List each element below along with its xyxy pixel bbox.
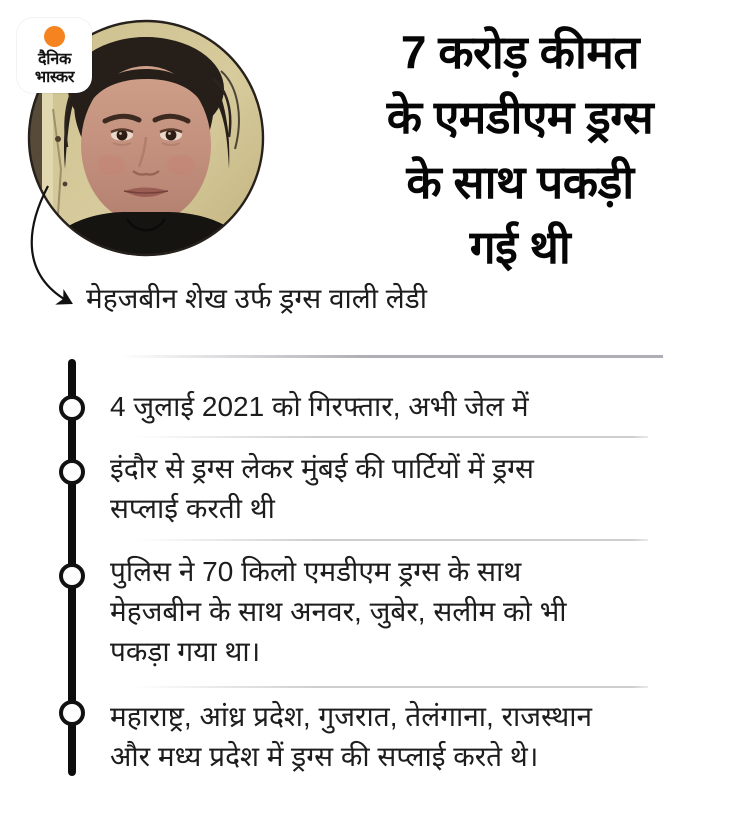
headline-line-3: के साथ पकड़ी: [406, 156, 634, 208]
timeline-item-2: [110, 449, 680, 529]
headline-line-4: गई थी: [469, 221, 571, 273]
photo-caption: मेहजबीन शेख उर्फ ड्रग्स वाली लेडी: [86, 283, 427, 314]
timeline-dot-2: [59, 459, 85, 485]
timeline-dot-4: [59, 700, 85, 726]
separator-top: [120, 355, 663, 358]
timeline-item-3: [110, 552, 680, 672]
timeline-item-4-line-1: महाराष्ट्र, आंध्र प्रदेश, गुजरात, तेलंगाना, राजस्थान: [110, 701, 593, 732]
arrow-pointer-icon: [15, 180, 95, 315]
timeline-item-4: [110, 697, 680, 777]
separator-1: [135, 436, 648, 438]
timeline-item-4-line-2: और मध्य प्रदेश में ड्रग्स की सप्लाई करते थे।: [110, 741, 539, 772]
logo-text-line1: दैनिक: [38, 51, 71, 68]
logo-text-line2: भास्कर: [34, 69, 75, 86]
dainik-bhaskar-logo: [17, 18, 92, 93]
timeline-item-3-line-1: पुलिस ने 70 किलो एमडीएम ड्रग्स के साथ: [110, 556, 522, 587]
timeline-dot-1: [59, 395, 85, 421]
timeline-dot-3: [59, 563, 85, 589]
separator-2: [135, 539, 648, 541]
timeline-item-1: [110, 387, 680, 427]
timeline-item-2-line-1: इंदौर से ड्रग्स लेकर मुंबई की पार्टियों में ड्रग्स: [110, 453, 534, 484]
timeline-item-3-line-3: पकड़ा गया था।: [110, 636, 261, 667]
headline-line-1: 7 करोड़ कीमत: [400, 26, 640, 78]
separator-3: [135, 686, 648, 688]
timeline-item-2-line-2: सप्लाई करती थी: [110, 493, 275, 524]
timeline-item-3-line-2: मेहजबीन के साथ अनवर, जुबेर, सलीम को भी: [110, 596, 567, 627]
timeline-item-1-line-1: 4 जुलाई 2021 को गिरफ्तार, अभी जेल में: [110, 391, 529, 422]
sun-dot-icon: [44, 26, 65, 47]
headline-line-2: के एमडीएम ड्रग्स: [386, 91, 654, 143]
headline: [318, 20, 722, 280]
